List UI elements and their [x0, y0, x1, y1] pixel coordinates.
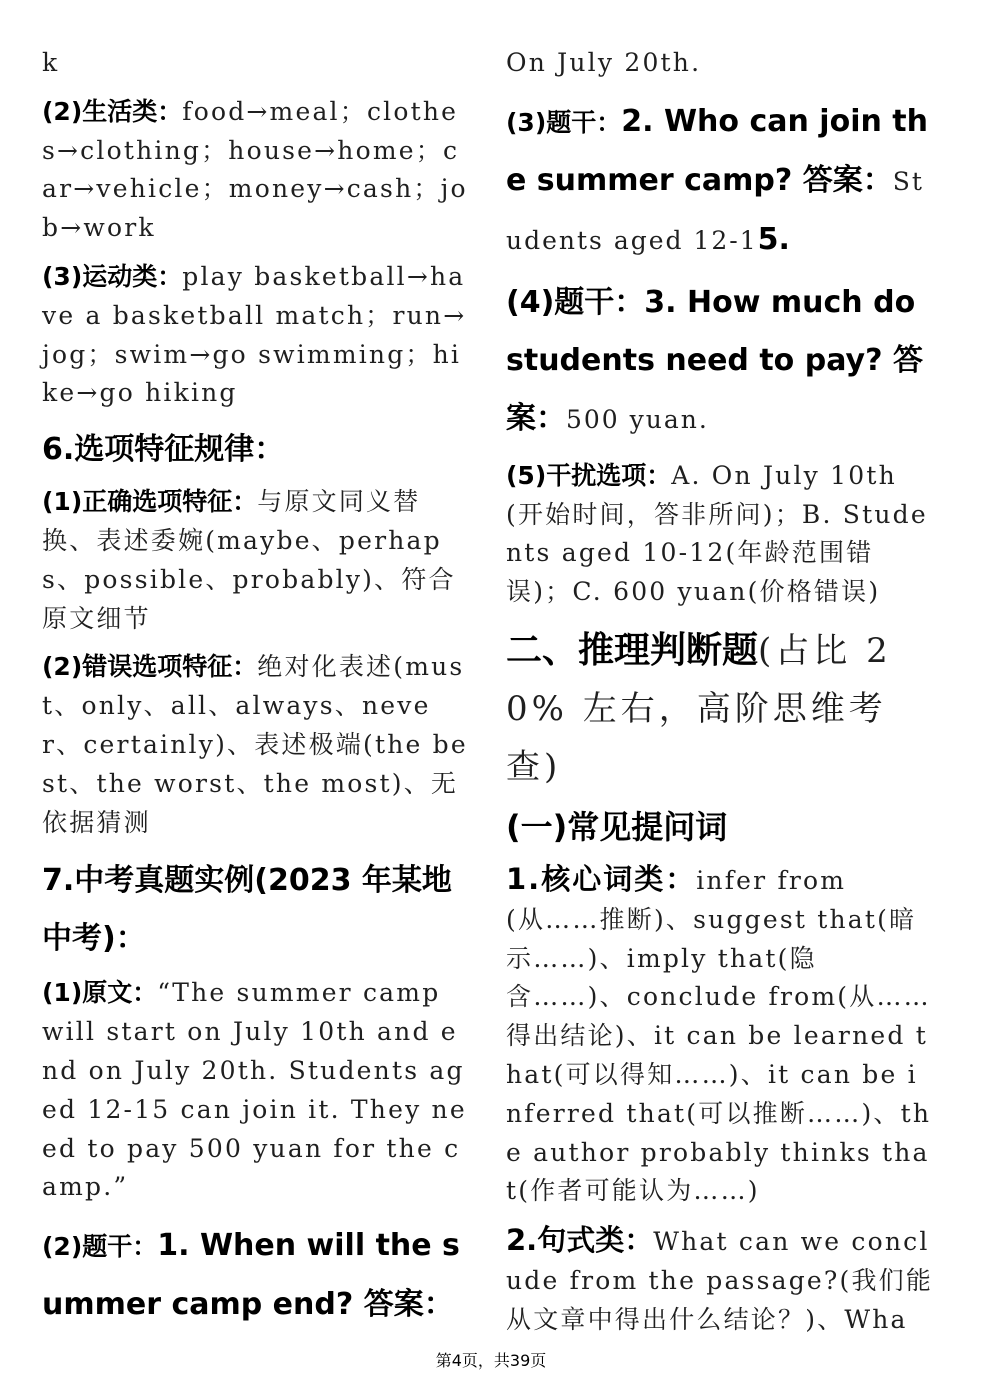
- correct-option-label: (1)正确选项特征：: [42, 487, 258, 517]
- original-text-label: (1)原文：: [42, 978, 158, 1008]
- paragraph-life-category: [42, 93, 470, 248]
- wrong-option-label: (2)错误选项特征：: [42, 652, 258, 682]
- continuation-text: k: [42, 48, 60, 77]
- heading-option-features: 6.选项特征规律：: [42, 432, 285, 468]
- core-words-text: infer from(从……推断)、suggest that(暗示……)、imply that(隐含……)、conclude from(从……得出结论)、it can be learned that(可以得知……)、it can be inferred that(可以推断……)、the author probably thinks that(作者可能认为……): [506, 865, 932, 1206]
- question-1: [42, 1217, 470, 1334]
- subheading-common-question-words: (一)常见提问词: [506, 807, 728, 846]
- question-3-text: 3. How much do students need to pay? 答案：: [506, 284, 923, 436]
- question-1-label: (2)题干：: [42, 1232, 158, 1262]
- question-2-label: (3)题干：: [506, 107, 622, 137]
- paragraph-sentence-patterns: [506, 1221, 934, 1339]
- paragraph-distractors: [506, 457, 934, 612]
- left-column: [42, 44, 470, 1334]
- answer-3: 500 yuan.: [566, 404, 709, 434]
- original-text-body: “The summer camp will start on July 10th and end on July 20th. Students aged 12-15 can join it. They need to pay 500 yuan for the camp.”: [42, 978, 467, 1202]
- answer-2-end: 5.: [757, 221, 790, 257]
- life-category-label: (2)生活类：: [42, 96, 183, 126]
- sentence-patterns-label: 2.句式类：: [506, 1223, 654, 1258]
- sports-category-text: play basketball→have a basketball match；run→jog；swim→go swimming；hike→go hiking: [42, 261, 467, 408]
- question-2: [506, 93, 934, 270]
- paragraph-core-words: [506, 860, 934, 1211]
- answer-1: On July 20th.: [506, 48, 702, 77]
- page-number-footer: 第4页，共39页: [435, 1351, 547, 1370]
- question-1-text: 1. When will the summer camp end? 答案：: [42, 1228, 460, 1323]
- distractors-label: (5)干扰选项：: [506, 460, 672, 490]
- sports-category-label: (3)运动类：: [42, 261, 183, 291]
- distractors-text: A. On July 10th(开始时间，答非所问)；B. Students aged 10-12(年龄范围错误)；C. 600 yuan(价格错误): [506, 460, 928, 607]
- life-category-text: food→meal；clothes→clothing；house→home；car→vehicle；money→cash；job→work: [42, 96, 468, 243]
- sentence-patterns-text: What can we conclude from the passage?(我们能从文章中得出什么结论？)、Wha: [506, 1227, 934, 1334]
- section-title-note: (占比 20% 左右，高阶思维考查): [506, 630, 892, 787]
- answer-2: Students aged 12-1: [506, 166, 924, 255]
- right-column: [506, 44, 934, 1350]
- correct-option-text: 与原文同义替换、表述委婉(maybe、perhaps、possible、probably)、符合原文细节: [42, 487, 456, 633]
- heading-exam-example: 7.中考真题实例(2023 年某地中考)：: [42, 863, 452, 957]
- section-title-text: 二、推理判断题: [506, 629, 759, 671]
- core-words-label: 1.核心词类：: [506, 861, 697, 896]
- paragraph-original-text: [42, 974, 470, 1207]
- question-2-text: 2. Who can join the summer camp? 答案：: [506, 103, 928, 198]
- paragraph-sports-category: [42, 258, 470, 413]
- question-3-label: (4)题干：: [506, 284, 645, 320]
- question-3: [506, 274, 934, 449]
- section-title-inference: [506, 622, 934, 796]
- paragraph-wrong-option: [42, 648, 470, 842]
- paragraph-correct-option: [42, 483, 470, 638]
- wrong-option-text: 绝对化表述(must、only、all、always、never、certainly)、表述极端(the best、the worst、the most)、无依据猜测: [42, 652, 468, 837]
